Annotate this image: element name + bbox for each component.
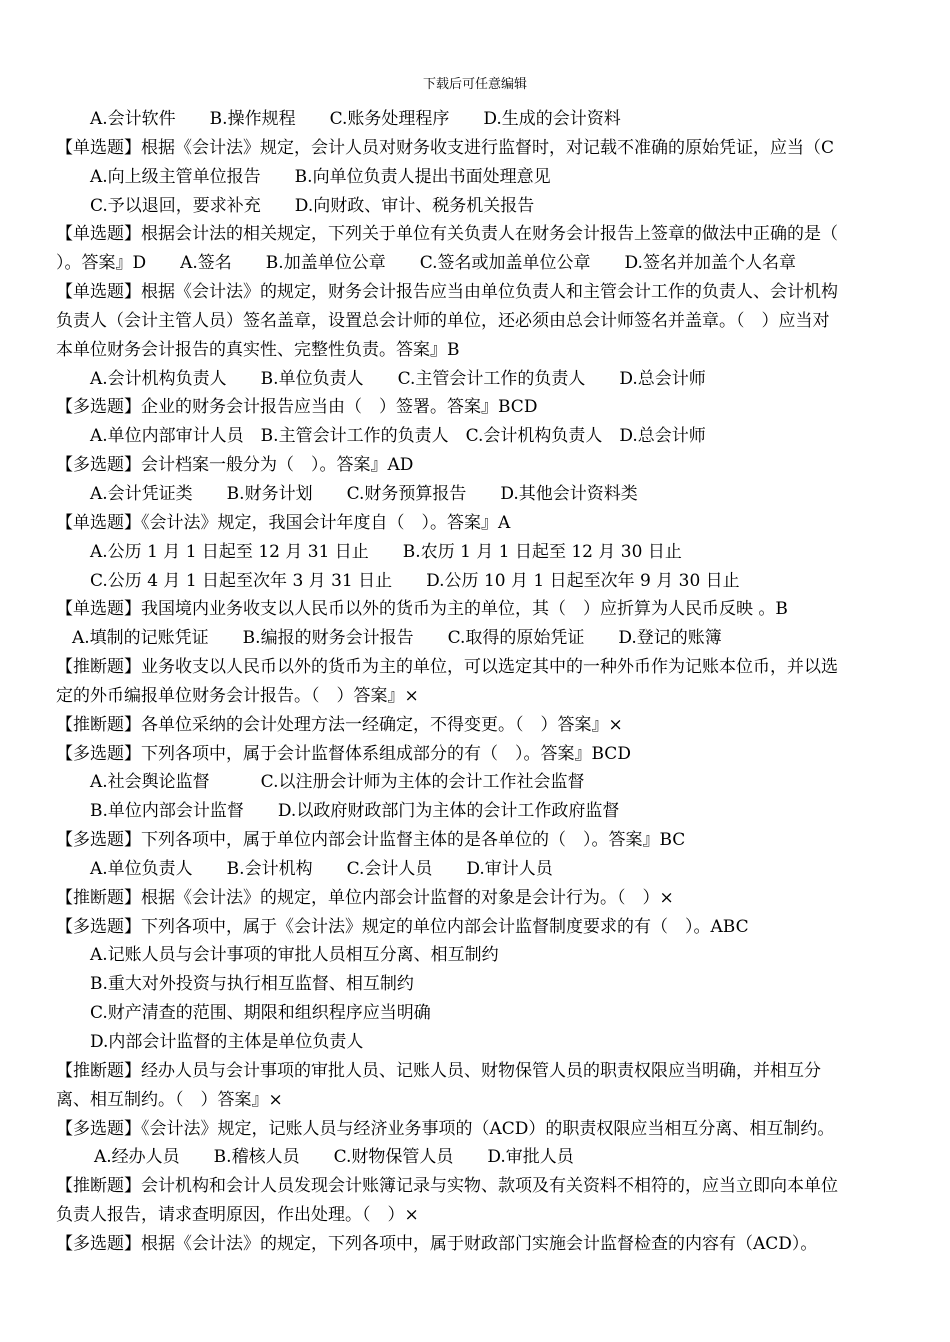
question-line: 【多选题】《会计法》规定，记账人员与经济业务事项的（ACD）的职责权限应当相互分离、相互制约。 <box>56 1118 835 1139</box>
document-body <box>56 105 904 1259</box>
option-line: A.单位负责人 B.会计机构 C.会计人员 D.审计人员 <box>90 858 553 879</box>
question-line: 【单选题】根据《会计法》规定，会计人员对财务收支进行监督时，对记载不准确的原始凭证，应当（C <box>56 137 835 158</box>
option-line: A.公历 1 月 1 日起至 12 月 31 日止 B.农历 1 月 1 日起至 12 月 30 日止 <box>90 541 682 562</box>
option-line: A.记账人员与会计事项的审批人员相互分离、相互制约 <box>90 945 499 966</box>
question-line: 【多选题】根据《会计法》的规定，下列各项中，属于财政部门实施会计监督检查的内容有（ACD）。 <box>56 1233 818 1254</box>
option-line: A.会计凭证类 B.财务计划 C.财务预算报告 D.其他会计资料类 <box>90 483 638 504</box>
page-header: 下载后可任意编辑 <box>422 77 527 92</box>
question-line: 【单选题】《会计法》规定，我国会计年度自（ ）。答案』A <box>56 512 511 533</box>
option-line: A.经办人员 B.稽核人员 C.财物保管人员 D.审批人员 <box>94 1147 574 1168</box>
option-line: A.会计机构负责人 B.单位负责人 C.主管会计工作的负责人 D.总会计师 <box>90 368 706 389</box>
question-line: 【单选题】我国境内业务收支以人民币以外的货币为主的单位，其（ ）应折算为人民币反映 。B <box>56 599 788 620</box>
question-line: 【推断题】经办人员与会计事项的审批人员、记账人员、财物保管人员的职责权限应当明确，并相互分 <box>56 1060 821 1081</box>
question-line: 【推断题】业务收支以人民币以外的货币为主的单位，可以选定其中的一种外币作为记账本位币，并以选 <box>56 657 838 678</box>
question-line: 定的外币编报单位财务会计报告。（ ）答案』× <box>56 685 419 706</box>
option-line: A.社会舆论监督 C.以注册会计师为主体的会计工作社会监督 <box>90 772 585 793</box>
question-line: 【推断题】会计机构和会计人员发现会计账簿记录与实物、款项及有关资料不相符的，应当立即向本单位 <box>56 1176 838 1197</box>
option-line: A.向上级主管单位报告 B.向单位负责人提出书面处理意见 <box>90 166 551 187</box>
option-line: A.单位内部审计人员 B.主管会计工作的负责人 C.会计机构负责人 D.总会计师 <box>90 426 706 447</box>
question-line: ）。答案』D A.签名 B.加盖单位公章 C.签名或加盖单位公章 D.签名并加盖个人名章 <box>56 253 796 274</box>
question-line: 【单选题】根据会计法的相关规定，下列关于单位有关负责人在财务会计报告上签章的做法中正确的是（ <box>56 224 838 245</box>
question-line: 本单位财务会计报告的真实性、完整性负责。答案』B <box>56 339 460 360</box>
option-line: A.会计软件 B.操作规程 C.账务处理程序 D.生成的会计资料 <box>90 109 621 129</box>
option-line: A.填制的记账凭证 B.编报的财务会计报告 C.取得的原始凭证 D.登记的账簿 <box>72 628 722 649</box>
option-line: B.单位内部会计监督 D.以政府财政部门为主体的会计工作政府监督 <box>90 801 620 822</box>
question-line: 【多选题】会计档案一般分为（ ）。答案』AD <box>56 455 414 476</box>
option-line: C.财产清查的范围、期限和组织程序应当明确 <box>90 1003 431 1024</box>
question-line: 离、相互制约。（ ）答案』× <box>56 1089 283 1110</box>
option-line: D.内部会计监督的主体是单位负责人 <box>90 1032 364 1052</box>
question-line: 【多选题】企业的财务会计报告应当由（ ）签署。答案』BCD <box>56 397 538 418</box>
option-line: C.予以退回，要求补充 D.向财政、审计、税务机关报告 <box>90 195 535 216</box>
question-line: 【多选题】下列各项中，属于单位内部会计监督主体的是各单位的（ ）。答案』BC <box>56 830 686 851</box>
option-line: B.重大对外投资与执行相互监督、相互制约 <box>90 974 414 995</box>
option-line: C.公历 4 月 1 日起至次年 3 月 31 日止 D.公历 10 月 1 日起至次年 9 月 30 日止 <box>90 570 740 591</box>
question-line: 【多选题】下列各项中，属于《会计法》规定的单位内部会计监督制度要求的有（ ）。ABC <box>56 916 749 937</box>
question-line: 负责人报告，请求查明原因，作出处理。（ ）× <box>56 1205 419 1226</box>
question-line: 【单选题】根据《会计法》的规定，财务会计报告应当由单位负责人和主管会计工作的负责人、会计机构 <box>56 282 838 303</box>
question-line: 【推断题】根据《会计法》的规定，单位内部会计监督的对象是会计行为。（ ）× <box>56 887 674 908</box>
question-line: 负责人（会计主管人员）签名盖章，设置总会计师的单位，还必须由总会计师签名并盖章。（ ）应当对 <box>56 310 830 331</box>
question-line: 【推断题】各单位采纳的会计处理方法一经确定，不得变更。（ ）答案』× <box>56 714 623 735</box>
question-line: 【多选题】下列各项中，属于会计监督体系组成部分的有（ ）。答案』BCD <box>56 743 631 764</box>
